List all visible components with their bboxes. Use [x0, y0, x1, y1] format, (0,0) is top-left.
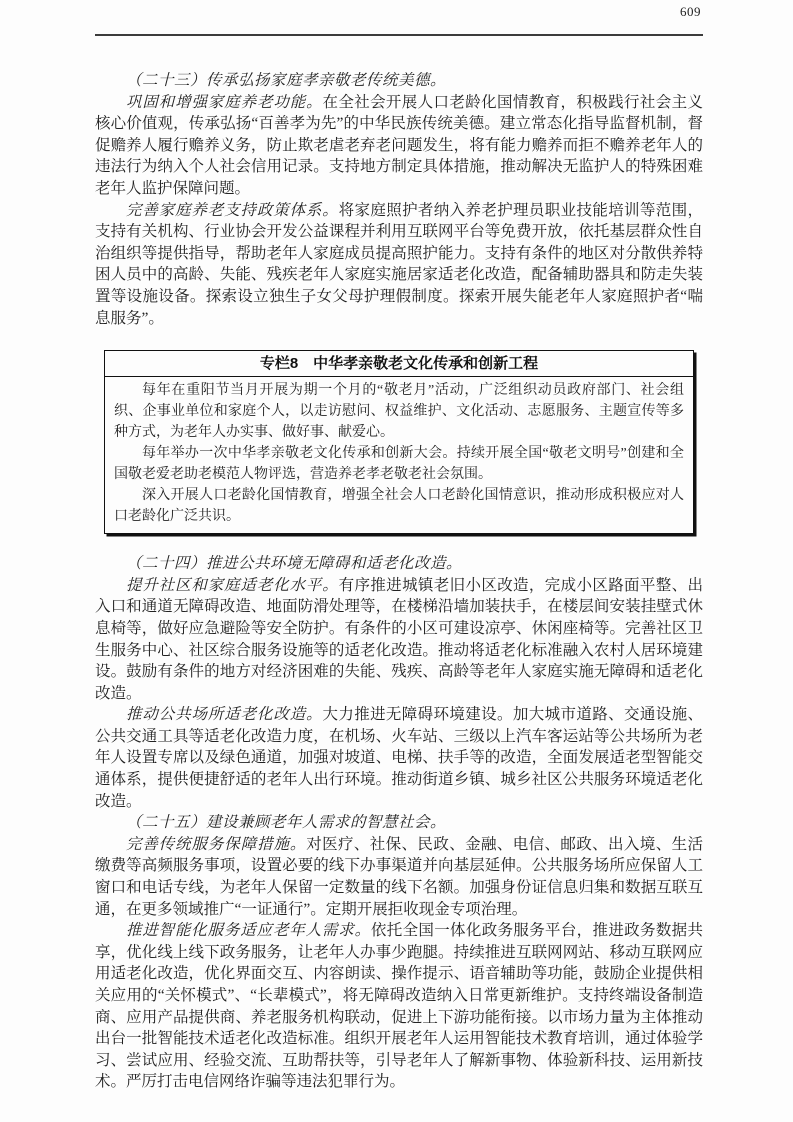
paragraph-lead: 推进智能化服务适应老年人需求。	[126, 922, 371, 940]
section-heading-23: （二十三）传承弘扬家庭孝亲敬老传统美德。	[126, 72, 447, 89]
feature-box-title: 专栏8 中华孝亲敬老文化传承和创新工程	[105, 351, 693, 377]
paragraph-text: 依托全国一体化政务服务平台，推进政务数据共享，优化线上线下政务服务，让老年人办事少跑腿。持续推进互联网网站、移动互联网应用适老化改造，优化界面交互、内容朗读、操作提示、语音辅助等功能，鼓励企业提供相关应用的“关怀模式”、“长辈模式”，将无障碍改造纳入日常更新维护。支持终端设备制造商、应用产品提供商、养老服务机构联动，促进上下游功能衔接。以市场力量为主体推动出台一批智能技术适老化改造标准。组织开展老年人运用智能技术教育培训，通过体验学习、尝试应用、经验交流、互助帮扶等，引导老年人了解新事物、体验新科技、运用新技术。严厉打击电信网络诈骗等违法犯罪行为。	[95, 922, 703, 1091]
section-heading-25: （二十五）建设兼顾老年人需求的智慧社会。	[126, 814, 447, 832]
paragraph-text: 对医疗、社保、民政、金融、电信、邮政、出入境、生活缴费等高频服务事项，设置必要的线下办事渠道并向基层延伸。公共服务场所应保留人工窗口和电话专线，为老年人保留一定数量的线下名额。加强身份证信息归集和数据互联互通，在更多领域推广“一证通行”。定期开展拒收现金专项治理。	[95, 835, 703, 918]
box-paragraph: 深入开展人口老龄化国情教育，增强全社会人口老龄化国情意识，推动形成积极应对人口老龄化广泛共识。	[114, 488, 684, 525]
paragraph-lead: 提升社区和家庭适老化水平。	[126, 576, 339, 594]
paragraph-lead: 完善传统服务保障措施。	[126, 835, 307, 853]
paragraph	[95, 920, 703, 1093]
paragraph	[95, 92, 703, 200]
box-paragraph: 每年在重阳节当月开展为期一个月的“敬老月”活动，广泛组织动员政府部门、社会组织、企事业单位和家庭个人，以走访慰问、权益维护、文化活动、志愿服务、主题宣传等多种方式，为老年人办实事、做好事、献爱心。	[114, 383, 684, 441]
paragraph	[95, 200, 703, 330]
paragraph-lead: 推动公共场所适老化改造。	[126, 706, 323, 724]
paragraph-lead: 巩固和增强家庭养老功能。	[126, 93, 323, 111]
paragraph	[95, 704, 703, 812]
paragraph-text: 有序推进城镇老旧小区改造，完成小区路面平整、出入口和通道无障碍改造、地面防滑处理等，在楼梯沿墙加装扶手，在楼层间安装挂壁式休息椅等，做好应急避险等安全防护。有条件的小区可建设凉亭、休闲座椅等。完善社区卫生服务中心、社区综合服务设施等的适老化改造。推动将适老化标准融入农村人居环境建设。鼓励有条件的地方对经济困难的失能、残疾、高龄等老年人家庭实施无障碍和适老化改造。	[95, 576, 703, 702]
paragraph-text: 在全社会开展人口老龄化国情教育，积极践行社会主义核心价值观，传承弘扬“百善孝为先”的中华民族传统美德。建立常态化指导监督机制，督促赡养人履行赡养义务，防止欺老虐老弃老问题发生，将有能力赡养而拒不赡养老年人的违法行为纳入个人社会信用记录。支持地方制定具体措施，推动解决无监护人的特殊困难老年人监护保障问题。	[95, 93, 703, 197]
document-content	[95, 70, 703, 1093]
paragraph-lead: 完善家庭养老支持政策体系。	[126, 201, 339, 219]
header-rule	[95, 34, 703, 36]
paragraph	[95, 575, 703, 705]
paragraph-text: 将家庭照护者纳入养老护理员职业技能培训等范围，支持有关机构、行业协会开发公益课程并利用互联网平台等免费开放，依托基层群众性自治组织等提供指导，帮助老年人家庭成员提高照护能力。支持有条件的地区对分散供养特困人员中的高龄、失能、残疾老年人家庭实施居家适老化改造，配备辅助器具和防走失装置等设施设备。探索设立独生子女父母护理假制度。探索开展失能老年人家庭照护者“喘息服务”。	[95, 201, 703, 327]
paragraph	[95, 834, 703, 920]
feature-box-column8	[104, 350, 694, 534]
page-number: 609	[680, 4, 701, 19]
page-header	[95, 4, 703, 22]
box-paragraph: 每年举办一次中华孝亲敬老文化传承和创新大会。持续开展全国“敬老文明号”创建和全国敬老爱老助老模范人物评选，营造养老孝老敬老社会氛围。	[114, 446, 684, 483]
section-heading-24: （二十四）推进公共环境无障碍和适老化改造。	[126, 555, 463, 573]
feature-box-body	[105, 377, 693, 533]
paragraph-text: 大力推进无障碍环境建设。加大城市道路、交通设施、公共交通工具等适老化改造力度，在机场、火车站、三级以上汽车客运站等公共场所为老年人设置专席以及绿色通道，加强对坡道、电梯、扶手等的改造，全面发展适老型智能交通体系，提供便捷舒适的老年人出行环境。推动街道乡镇、城乡社区公共服务环境适老化改造。	[95, 706, 703, 810]
